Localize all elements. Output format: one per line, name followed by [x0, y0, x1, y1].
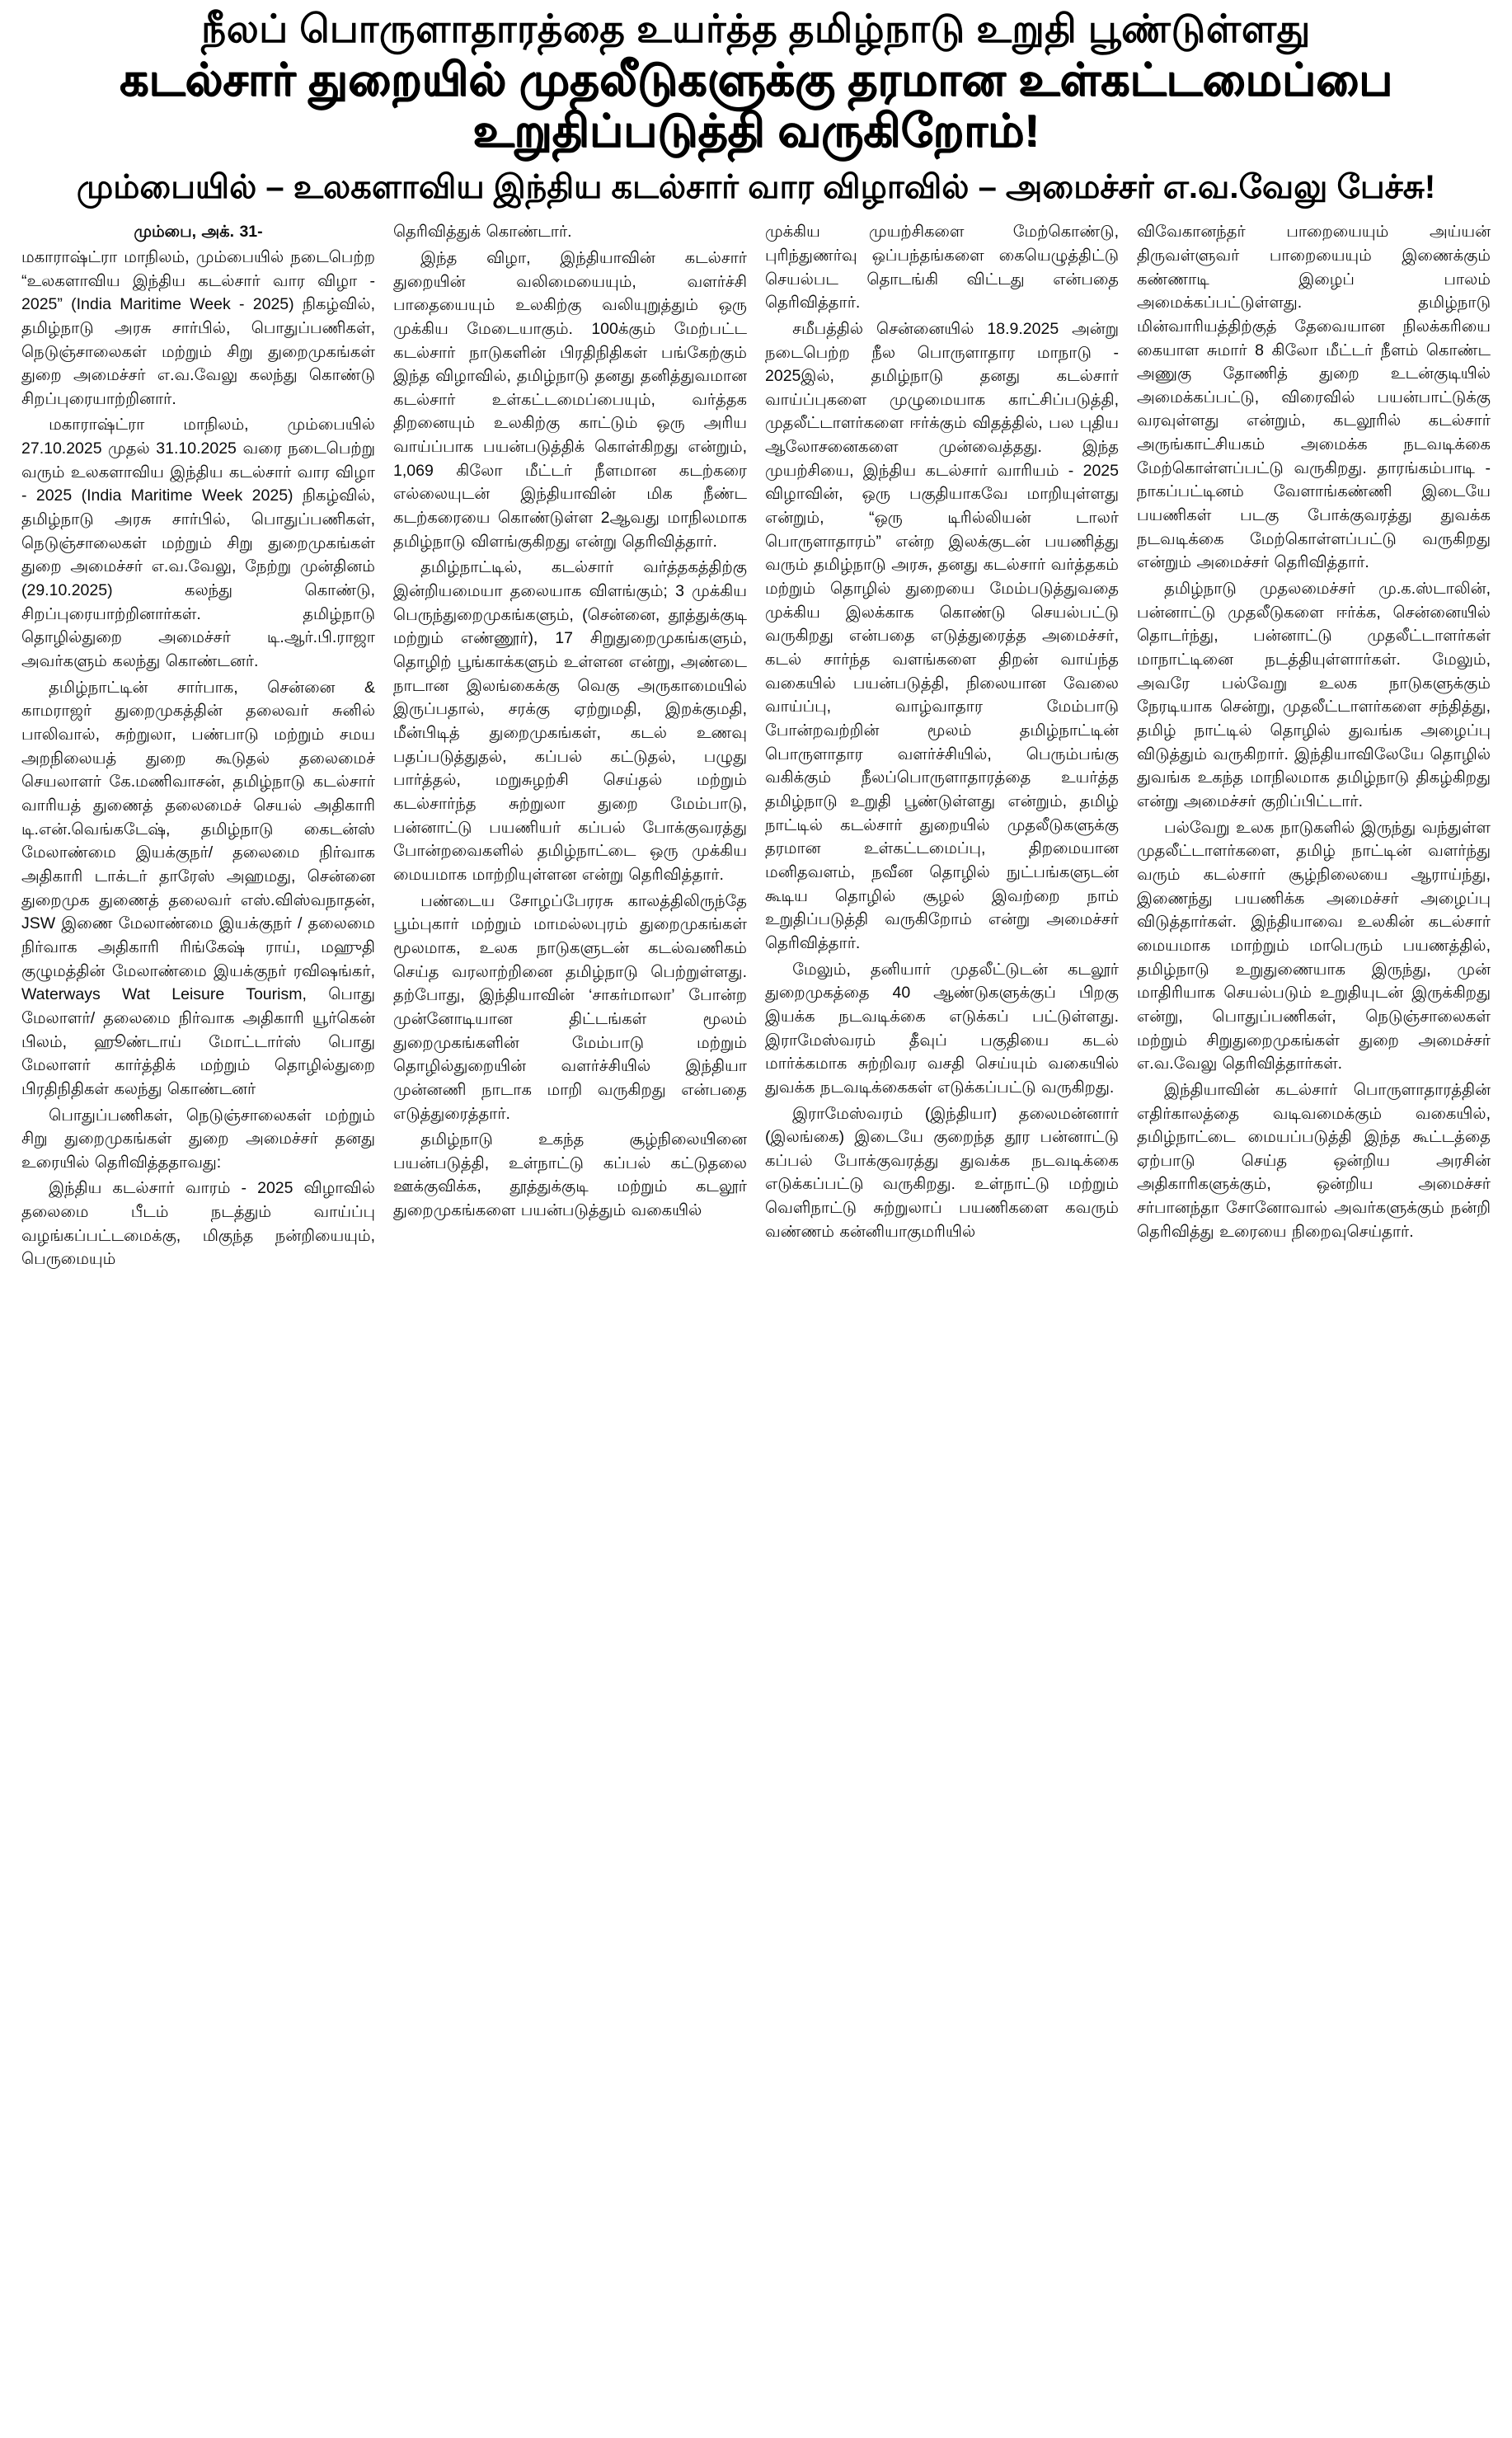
headline-strap: மும்பையில் – உலகளாவிய இந்திய கடல்சார் வார விழாவில் – அமைச்சர் எ.வ.வேலு பேச்சு!	[76, 169, 1436, 206]
article-column-3	[765, 220, 1119, 2438]
headline-main: நீலப் பொருளாதாரத்தை உயர்த்த தமிழ்நாடு உறுதி பூண்டுள்ளது	[201, 7, 1311, 50]
article-paragraph: இராமேஸ்வரம் (இந்தியா) தலைமன்னார் (இலங்கை) இடையே குறைந்த தூர பன்னாட்டு கப்பல் போக்குவரத்து துவக்க நடவடிக்கை எடுக்கப்பட்டு வருகிறது. உள்நாட்டு மற்றும் வெளிநாட்டு சுற்றுலாப் பயணிகளை கவரும் வண்ணம் கன்னியாகுமரியில்	[765, 1104, 1119, 1241]
article-paragraph: தமிழ்நாட்டின் சார்பாக, சென்னை & காமராஜர் துறைமுகத்தின் தலைவர் சுனில் பாலிவால், சுற்றுலா, பண்பாடு மற்றும் சமய அறநிலையத் துறை கூடுதல் தலைமைச் செயலாளர் கே.மணிவாசன், தமிழ்நாடு கடல்சார் வாரியத் துணைத் தலைமைச் செயல் அதிகாரி டி.என்.வெங்கடேஷ், தமிழ்நாடு கைடன்ஸ் மேலாண்மை இயக்குநர்/ தலைமை நிர்வாக அதிகாரி டாக்டர் தாரேஸ் அஹமது, சென்னை துறைமுக துணைத் தலைவர் எஸ்.விஸ்வநாதன், JSW இணை மேலாண்மை இயக்குநர் / தலைமை நிர்வாக அதிகாரி ரிங்கேஷ் ராய், மஹுதி குழுமத்தின் மேலாண்மை இயக்குநர் ரவிஷங்கர், Waterways Wat Leisure Tourism, பொது மேலாளர்/ தலைமை நிர்வாக அதிகாரி யூர்கென் பிலம், ஹூண்டாய் மோட்டார்ஸ் பொது மேலாளர் கார்த்திக் மற்றும் தொழில்துறை பிரதிநிதிகள் கலந்து கொண்டனர்	[21, 678, 375, 1098]
article-columns	[15, 212, 1497, 2438]
article-paragraph: மகாராஷ்ட்ரா மாநிலம், மும்பையில் நடைபெற்ற “உலகளாவிய இந்திய கடல்சார் வார விழா - 2025” (India Maritime Week - 2025) நிகழ்வில், தமிழ்நாடு அரசு சார்பில், பொதுப்பணிகள், நெடுஞ்சாலைகள் மற்றும் சிறு துறைமுகங்கள் துறை அமைச்சர் எ.வ.வேலு கலந்து கொண்டு சிறப்புரையாற்றினார்.	[21, 247, 375, 408]
article-paragraph: மகாராஷ்ட்ரா மாநிலம், மும்பையில் 27.10.2025 முதல் 31.10.2025 வரை நடைபெற்று வரும் உலகளாவிய இந்திய கடல்சார் வார விழா - 2025 (India Maritime Week 2025) நிகழ்வில், தமிழ்நாடு அரசு சார்பில், பொதுப்பணிகள், நெடுஞ்சாலைகள் மற்றும் சிறு துறைமுகங்கள் துறை அமைச்சர் எ.வ.வேலு, நேற்று முன்தினம் (29.10.2025) கலந்து கொண்டு, சிறப்புரையாற்றினார்கள். தமிழ்நாடு தொழில்துறை அமைச்சர் டி.ஆர்.பி.ராஜா அவர்களும் கலந்து கொண்டனர்.	[21, 416, 375, 671]
article-paragraph: பொதுப்பணிகள், நெடுஞ்சாலைகள் மற்றும் சிறு துறைமுகங்கள் துறை அமைச்சர் தனது உரையில் தெரிவித்ததாவது:	[21, 1106, 375, 1172]
article-paragraph: பண்டைய சோழப்பேரரசு காலத்திலிருந்தே பூம்புகார் மற்றும் மாமல்லபுரம் துறைமுகங்கள் மூலமாக, உலக நாடுகளுடன் கடல்வணிகம் செய்த வரலாற்றினை தமிழ்நாடு பெற்றுள்ளது. தற்போது, இந்தியாவின் ‘சாகர்மாலா’ போன்ற முன்னோடியான திட்டங்கள் மூலம் துறைமுகங்களின் மேம்பாடு மற்றும் தொழில்துறையின் வளர்ச்சியில் இந்தியா முன்னணி நாடாக மாறி வருகிறது என்பதை எடுத்துரைத்தார்.	[393, 891, 747, 1123]
dateline: மும்பை, அக். 31-	[134, 223, 263, 242]
article-paragraph: முக்கிய முயற்சிகளை மேற்கொண்டு, புரிந்துணர்வு ஒப்பந்தங்களை கையெழுத்திட்டு செயல்பட தொடங்கி விட்டது என்பதை தெரிவித்தார்.	[765, 223, 1119, 312]
article-paragraph: சமீபத்தில் சென்னையில் 18.9.2025 அன்று நடைபெற்ற நீல பொருளாதார மாநாடு - 2025இல், தமிழ்நாடு தனது கடல்சார் வாய்ப்புகளை முழுமையாக காட்சிப்படுத்தி, முதலீட்டாளர்களை ஈர்க்கும் விதத்தில், பல புதிய ஆலோசனைகளை முன்வைத்தது. இந்த முயற்சியை, இந்திய கடல்சார் வாரியம் - 2025 விழாவின், ஒரு பகுதியாகவே மாறியுள்ளது என்றும், “ஒரு டிரில்லியன் டாலர் பொருளாதாரம்” என்ற இலக்குடன் பயணித்து வரும் தமிழ்நாடு அரசு, தனது கடல்சார் வர்த்தகம் மற்றும் தொழில் துறையை மேம்படுத்துவதை முக்கிய இலக்காக கொண்டு செயல்பட்டு வருகிறது என்பதை எடுத்துரைத்த அமைச்சர், கடல் சார்ந்த வளங்களை திறன் வாய்ந்த வகையில் பயன்படுத்தி, நிலையான வேலை வாய்ப்பு, வாழ்வாதார மேம்பாடு போன்றவற்றின் மூலம் தமிழ்நாட்டின் பொருளாதார வளர்ச்சியில், பெரும்பங்கு வகிக்கும் நீலப்பொருளாதாரத்தை உயர்த்த தமிழ்நாடு உறுதி பூண்டுள்ளது என்றும், தமிழ் நாட்டில் கடல்சார் துறையில் முதலீடுகளுக்கு தரமான உள்கட்டமைப்பு, திறமையான மனிதவளம், நவீன தொழில் நுட்பங்களுடன் கூடிய தொழில் சூழல் இவற்றை நாம் உறுதிப்படுத்தி வருகிறோம் என்று அமைச்சர் தெரிவித்தார்.	[765, 319, 1119, 952]
article-paragraph: இந்த விழா, இந்தியாவின் கடல்சார் துறையின் வலிமையையும், வளர்ச்சி பாதையையும் உலகிற்கு வலியுறுத்தும் ஒரு முக்கிய மேடையாகும். 100க்கும் மேற்பட்ட கடல்சார் நாடுகளின் பிரதிநிதிகள் பங்கேற்கும் இந்த விழாவில், தமிழ்நாடு தனது தனித்துவமான கடல்சார் உள்கட்டமைப்பையும், வர்த்தக திறனையும் உலகிற்கு காட்டும் ஒரு அரிய வாய்ப்பாக பயன்படுத்திக் கொள்கிறது என்றும், 1,069 கிலோ மீட்டர் நீளமான கடற்கரை எல்லையுடன் இந்தியாவின் மிக நீண்ட கடற்கரையை கொண்டுள்ள 2ஆவது மாநிலமாக தமிழ்நாடு விளங்குகிறது என்று தெரிவித்தார்.	[393, 248, 747, 551]
article-column-1	[21, 220, 375, 2438]
article-paragraph: பல்வேறு உலக நாடுகளில் இருந்து வந்துள்ள முதலீட்டாளர்களை, தமிழ் நாட்டின் வளர்ந்து வரும் கடல்சார் சூழ்நிலையை ஆராய்ந்து, இணைந்து பயணிக்க அமைச்சர் அழைப்பு விடுத்தார்கள். இந்தியாவை உலகின் கடல்சார் மையமாக மாற்றும் மாபெரும் பயணத்தில், தமிழ்நாடு உறுதுணையாக இருந்து, முன் மாதிரியாக செயல்படும் உறுதியுடன் இருக்கிறது என்று, பொதுப்பணிகள், நெடுஞ்சாலைகள் மற்றும் சிறுதுறைமுகங்கள் துறை அமைச்சர் எ.வ.வேலு தெரிவித்தார்கள்.	[1137, 818, 1491, 1073]
article-paragraph: இந்திய கடல்சார் வாரம் - 2025 விழாவில் தலைமை பீடம் நடத்தும் வாய்ப்பு வழங்கப்பட்டமைக்கு, மிகுந்த நன்றியையும், பெருமையும்	[21, 1179, 375, 1269]
headline-block	[15, 7, 1497, 207]
headline-sub: கடல்சார் துறையில் முதலீடுகளுக்கு தரமான உள்கட்டமைப்பை உறுதிப்படுத்தி வருகிறோம்!	[119, 54, 1393, 156]
article-paragraph: தெரிவித்துக் கொண்டார்.	[393, 223, 572, 242]
article-column-2	[393, 220, 747, 2438]
article-paragraph: இந்தியாவின் கடல்சார் பொருளாதாரத்தின் எதிர்காலத்தை வடிவமைக்கும் வகையில், தமிழ்நாட்டை மையப்படுத்தி இந்த கூட்டத்தை ஏற்பாடு செய்த ஒன்றிய அரசின் அதிகாரிகளுக்கும், ஒன்றிய அமைச்சர் சர்பானந்தா சோனோவால் அவர்களுக்கும் நன்றி தெரிவித்து உரையை நிறைவுசெய்தார்.	[1137, 1080, 1491, 1241]
article-paragraph: தமிழ்நாடு உகந்த சூழ்நிலையினை பயன்படுத்தி, உள்நாட்டு கப்பல் கட்டுதலை ஊக்குவிக்க, தூத்துக்குடி மற்றும் கடலூர் துறைமுகங்களை பயன்படுத்தும் வகையில்	[393, 1130, 747, 1220]
article-paragraph: விவேகானந்தர் பாறையையும் அய்யன் திருவள்ளுவர் பாறையையும் இணைக்கும் கண்ணாடி இழைப் பாலம் அமைக்கப்பட்டுள்ளது. தமிழ்நாடு மின்வாரியத்திற்குத் தேவையான நிலக்கரியை கையாள சுமார் 8 கிலோ மீட்டர் நீளம் கொண்ட அணுகு தோணித் துறை உடன்குடியில் அமைக்கப்பட்டு, விரைவில் பயன்பாட்டுக்கு வரவுள்ளது என்றும், கடலூரில் கடல்சார் அருங்காட்சியகம் அமைக்க நடவடிக்கை மேற்கொள்ளப்பட்டு வருகிறது. தாரங்கம்பாடி - நாகப்பட்டினம் வேளாங்கண்ணி இடையே பயணிகள் படகு போக்குவரத்து துவக்க நடவடிக்கை மேற்கொள்ளப்பட்டு வருகிறது என்றும் அமைச்சர் தெரிவித்தார்.	[1137, 223, 1491, 572]
article-paragraph: தமிழ்நாடு முதலமைச்சர் மு.க.ஸ்டாலின், பன்னாட்டு முதலீடுகளை ஈர்க்க, சென்னையில் தொடர்ந்து, பன்னாட்டு முதலீட்டாளர்கள் மாநாட்டினை நடத்தியுள்ளார்கள். மேலும், அவரே பல்வேறு உலக நாடுகளுக்கும் நேரடியாக சென்று, முதலீட்டாளர்களை சந்தித்து, தமிழ் நாட்டில் தொழில் துவங்க அழைப்பு விடுத்தும் வருகிறார். இந்தியாவிலேயே தொழில் துவங்க உகந்த மாநிலமாக தமிழ்நாடு திகழ்கிறது என்று அமைச்சர் குறிப்பிட்டார்.	[1137, 580, 1491, 810]
article-paragraph: மேலும், தனியார் முதலீட்டுடன் கடலூர் துறைமுகத்தை 40 ஆண்டுகளுக்குப் பிறகு இயக்க நடவடிக்கை எடுக்கப் பட்டுள்ளது. இராமேஸ்வரம் தீவுப் பகுதியை கடல் மார்க்கமாக சுற்றிவர வசதி செய்யும் வகையில் துவக்க நடவடிக்கைகள் எடுக்கப்பட்டு வருகிறது.	[765, 960, 1119, 1097]
article-column-4	[1137, 220, 1491, 2438]
article-paragraph: தமிழ்நாட்டில், கடல்சார் வர்த்தகத்திற்கு இன்றியமையா தலையாக விளங்கும்; 3 முக்கிய பெருந்துறைமுகங்களும், (சென்னை, தூத்துக்குடி மற்றும் எண்ணூர்), 17 சிறுதுறைமுகங்களும், தொழிற் பூங்காக்களும் உள்ளன என்று, அண்டை நாடான இலங்கைக்கு வெகு அருகாமையில் இருப்பதால், சரக்கு ஏற்றுமதி, இறக்குமதி, மீன்பிடித் துறைமுகங்கள், கடல் உணவு பதப்படுத்துதல், கப்பல் கட்டுதல், பழுது பார்த்தல், மறுசுழற்சி செய்தல் மற்றும் கடல்சார்ந்த சுற்றுலா துறை மேம்பாடு, பன்னாட்டு பயணியர் கப்பல் போக்குவரத்து போன்றவைகளில் தமிழ்நாட்டை ஒரு முக்கிய மையமாக மாற்றியுள்ளன என்று தெரிவித்தார்.	[393, 558, 747, 884]
